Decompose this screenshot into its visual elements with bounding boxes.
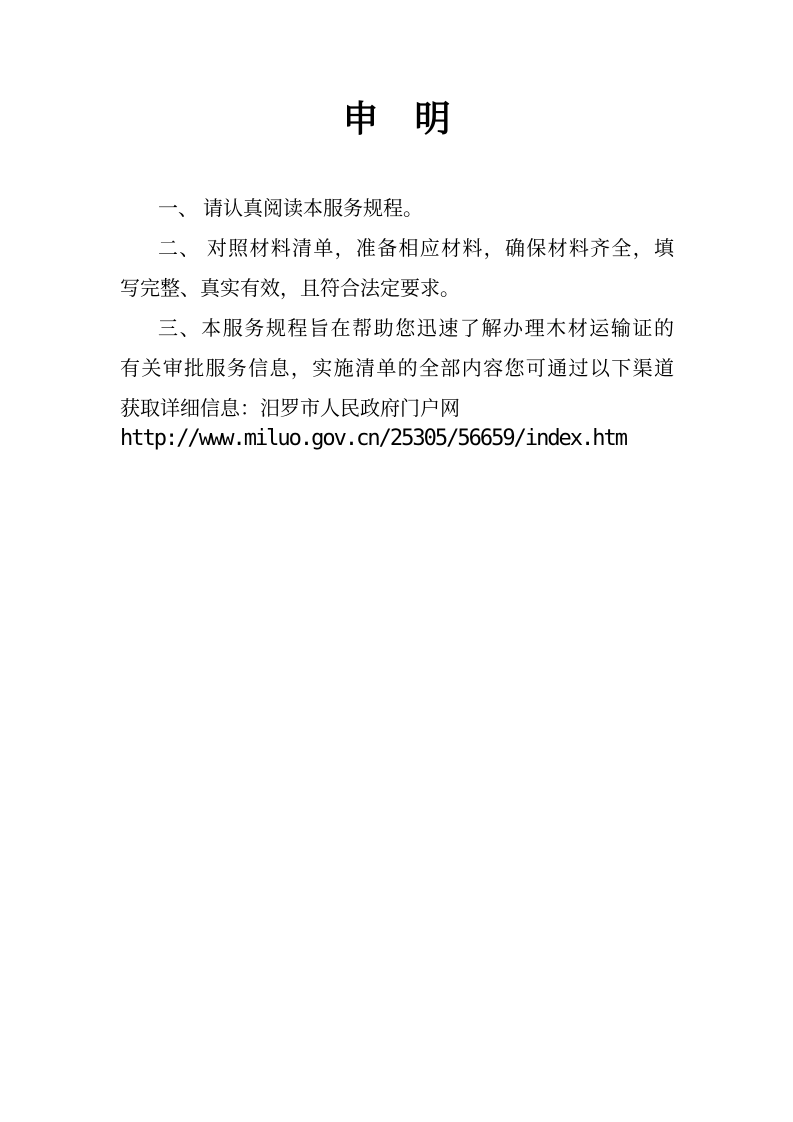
paragraph — [120, 229, 674, 309]
url-text-line: http://www.miluo.gov.cn/25305/56659/index.htm — [120, 426, 627, 451]
url-paragraph — [120, 419, 674, 459]
text-line: 一、 请认真阅读本服务规程。 — [158, 198, 423, 220]
text-line: 写完整、真实有效，且符合法定要求。 — [120, 278, 460, 300]
paragraph — [120, 309, 674, 429]
document-title: 申 明 — [342, 99, 451, 139]
text-line: 三、本服务规程旨在帮助您迅速了解办理木材运输证的 — [158, 318, 674, 340]
document-body — [120, 189, 674, 459]
text-line: 获取详细信息：汨罗市人民政府门户网 — [120, 398, 460, 420]
paragraph — [120, 189, 674, 229]
text-line: 有关审批服务信息，实施清单的全部内容您可通过以下渠道 — [120, 358, 674, 380]
text-line: 二、 对照材料清单，准备相应材料，确保材料齐全，填 — [158, 238, 674, 260]
